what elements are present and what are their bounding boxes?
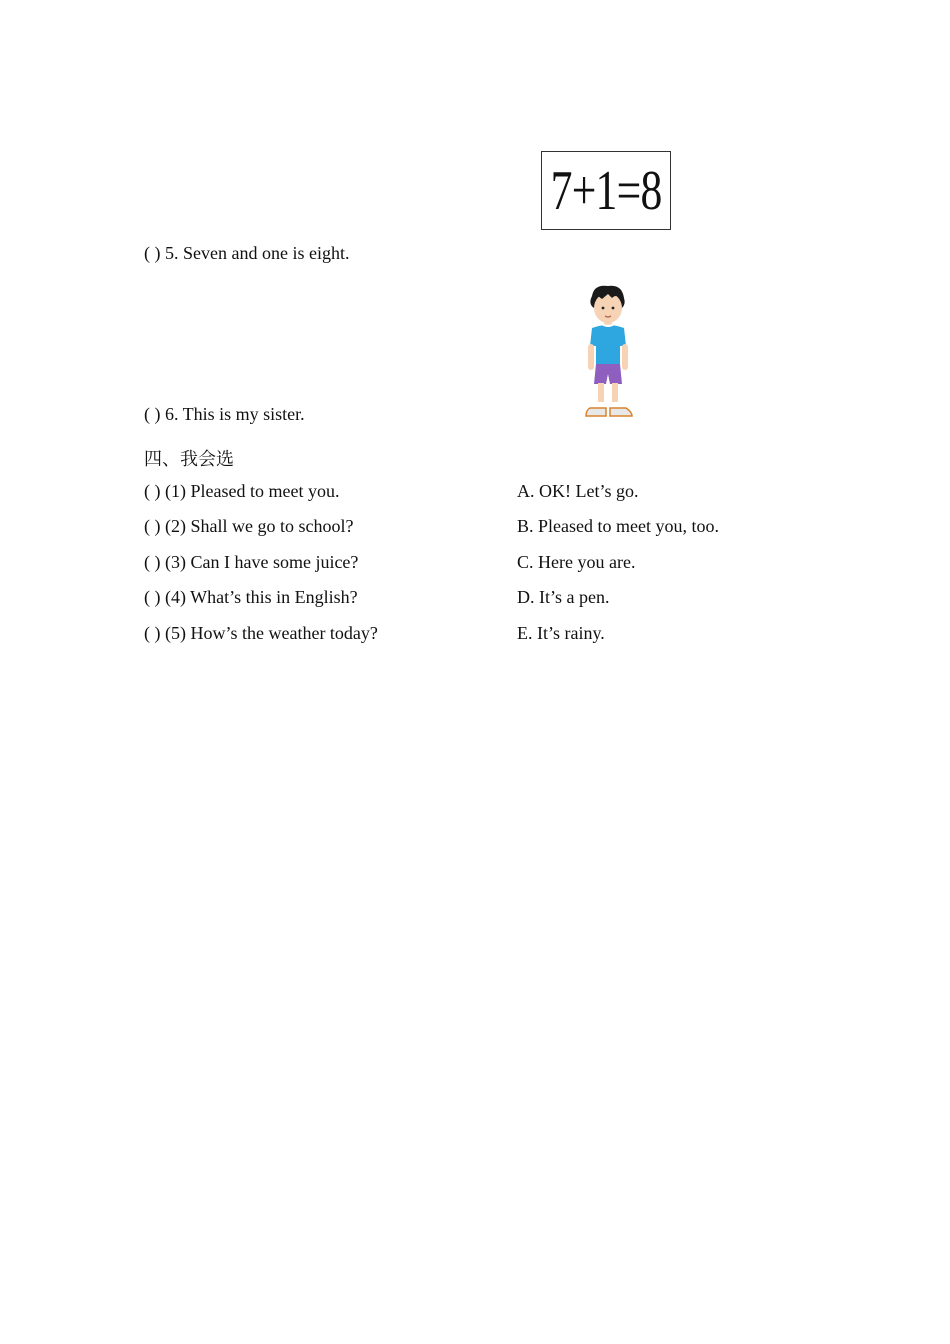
answer-option-c: C. Here you are. — [517, 552, 636, 572]
boy-illustration — [572, 284, 642, 424]
answer-option-b: B. Pleased to meet you, too. — [517, 516, 719, 536]
match-question-4: ( ) (4) What’s this in English? — [144, 587, 358, 607]
match-question-2: ( ) (2) Shall we go to school? — [144, 516, 354, 536]
match-question-1: ( ) (1) Pleased to meet you. — [144, 481, 340, 501]
equation-picture — [541, 151, 671, 230]
equation-text: 7+1=8 — [550, 159, 662, 222]
match-question-5: ( ) (5) How’s the weather today? — [144, 623, 378, 643]
answer-option-e: E. It’s rainy. — [517, 623, 605, 643]
section-heading: 四、我会选 — [144, 449, 234, 469]
question-6: ( ) 6. This is my sister. — [144, 404, 305, 424]
answer-option-d: D. It’s a pen. — [517, 587, 610, 607]
answer-option-a: A. OK! Let’s go. — [517, 481, 639, 501]
match-question-3: ( ) (3) Can I have some juice? — [144, 552, 359, 572]
question-5: ( ) 5. Seven and one is eight. — [144, 243, 350, 263]
